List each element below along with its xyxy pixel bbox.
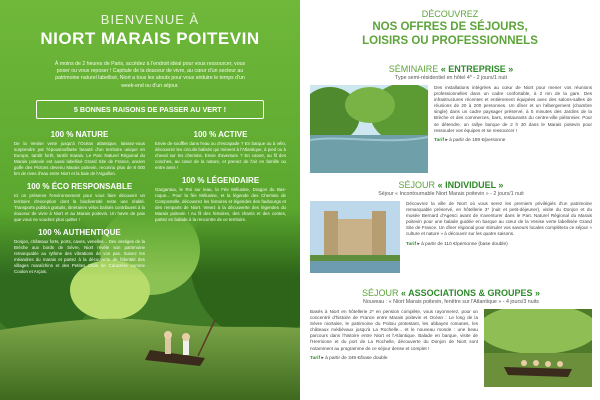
offer-type: SÉMINAIRE bbox=[388, 64, 439, 74]
offer-associations-groupes bbox=[310, 288, 592, 387]
offer-body bbox=[310, 309, 592, 387]
offer-body bbox=[310, 201, 592, 273]
reason-text: Ici on préserve l'environnement pour vous faire découvrir un territoire d'exception dont la biodiversité reste une réalité. Transports publics gratuits, itinéraires vélos balisés contribuent à la douceur de vivre à Niort et au Marais poitevin. Un havre de paix que vous ne voudrez plus quitter ! bbox=[14, 192, 145, 222]
offer-title bbox=[310, 64, 592, 74]
offer-text-block bbox=[434, 85, 592, 173]
reason-title: 100 % LÉGENDAIRE bbox=[181, 175, 260, 185]
offer-type: SÉJOUR bbox=[398, 180, 436, 190]
offer-price bbox=[310, 356, 478, 361]
price-arrow-icon: ▸ bbox=[417, 241, 420, 247]
welcome-heading: BIENVENUE À bbox=[100, 12, 200, 27]
price-value: à partir de 110 €/personne (base double) bbox=[421, 241, 508, 247]
offer-name: « ENTREPRISE » bbox=[440, 64, 514, 74]
offer-title bbox=[310, 180, 592, 190]
seminar-river-photo bbox=[310, 85, 428, 173]
offer-type: SÉJOUR bbox=[361, 288, 399, 298]
price-value: à partir de 189 €/personne bbox=[449, 137, 506, 143]
reason-text: De la Venise verte jusqu'à l'Océan atlantique, laissez-vous surprendre par l'époustouflante beauté d'un territoire unique en Europe, tantôt forêt, tantôt marais. Le Parc Naturel Régional du Marais poitevin est aussi labellisé Grand Site de France, ancien golfe des Pictons devenu Marais poitevin, reconnu plus de 8 000 km de rives d'eau entre Niort et la baie de l'Aiguillon. bbox=[14, 140, 145, 176]
offer-subtitle: Nouveau : « Niort Marais poitevin, fenêtre sur l'Atlantique » - 4 jours/3 nuits bbox=[363, 299, 539, 305]
left-content bbox=[0, 0, 300, 275]
right-page bbox=[300, 0, 600, 400]
price-label: Tarif bbox=[310, 355, 321, 361]
offers-title-line1: NOS OFFRES DE SÉJOURS, bbox=[372, 21, 528, 33]
price-arrow-icon: ▸ bbox=[445, 137, 448, 143]
reason-title: 100 % AUTHENTIQUE bbox=[38, 227, 121, 237]
discover-kicker: DÉCOUVREZ bbox=[421, 9, 479, 19]
brand-title: NIORT MARAIS POITEVIN bbox=[40, 29, 260, 48]
offer-body bbox=[310, 85, 592, 173]
reasons-banner: 5 BONNES RAISONS DE PASSER AU VERT ! bbox=[36, 100, 264, 119]
reason-title: 100 % ACTIVE bbox=[193, 129, 248, 139]
price-label: Tarif bbox=[406, 241, 417, 247]
offers-title-line2: LOISIRS OU PROFESSIONNELS bbox=[362, 35, 538, 47]
offer-description: Des installations intégrées au cœur de Niort pour mener vos réunions professionnelles dans un cadre confortable, à 2 mn de la gare. Des infrastructures récentes et entièrement équipées avec des salons-salles de réunions de 20 à 200 personnes. Un dîner et un hébergement (chambre single) dans un cadre paysager préservé, à 5 minutes des Jardins de la Brèche et des commerces, bars, restaurants du centre-ville piétonnier. Pour se détendre, un rallye barque de 2 h 30 dans le Marais poitevin pour ressouder vos équipes et se ressourcer ! bbox=[434, 85, 592, 133]
donjon-photo bbox=[310, 201, 400, 273]
offer-description: Découvrez la ville de Niort où vous serez les premiers privilégiés d'un patrimoine remarquable préservé, en hôtellerie 3* (nuit et petit-déjeuner), visite du Donjon et du musée Bernard d'Agesci avant de s'aventurer dans le Parc Naturel Régional du Marais poitevin pour une balade guidée en barque au cœur de la Venise verte labellisée Grand Site de France. Un dîner régional pour stimuler vos saveurs locales complétera ce séjour « culture et nature » à découvrir sur les quatre saisons. bbox=[406, 201, 592, 237]
reason-text: Envie de souffler dans l'eau ou d'escapade ? En barque ou à vélo, découvrez les circuits balisés qui mènent à l'Atlantique, à pied ou à cheval sur les chemins. Envie d'aventure ? En canoë, au fil des conches, au cœur de la nature, et prenez de l'air en famille ou entre amis ! bbox=[155, 140, 286, 170]
offer-title bbox=[310, 288, 592, 298]
reasons-columns bbox=[14, 125, 286, 275]
reason-title: 100 % ÉCO RESPONSABLE bbox=[26, 181, 133, 191]
offer-text-block bbox=[310, 309, 478, 387]
intro-paragraph: À moins de 2 heures de Paris, accédez à l'endroit idéal pour vous ressourcer, vous poser ou vous reposer ! Capitale de la douceur de vivre, au cœur d'un secteur au patrimoine naturel labellisé, Niort a tous les atouts pour vous séduire le temps d'un week-end ou d'un séjour. bbox=[54, 61, 246, 89]
reason-text: Donjon, châteaux forts, ports, caves, venelles... Des vestiges de la Brèche aux bords de Sèvre, Niort révèle son patrimoine remarquable au rythme des vibrations de vos pas. Suivez les méandres du marais et partez à la découverte de l'identité des villages maraîchins et des Petites Cités de Caractère comme Coulon et Arçais. bbox=[14, 238, 145, 274]
offer-text-block bbox=[406, 201, 592, 273]
offer-name: « INDIVIDUEL » bbox=[437, 180, 504, 190]
price-label: Tarif bbox=[434, 137, 445, 143]
reason-title: 100 % NATURE bbox=[50, 129, 109, 139]
group-barque-photo bbox=[484, 309, 592, 387]
offer-price bbox=[434, 138, 592, 143]
offer-description: Basés à Niort en hôtellerie 2* en pension complète, vous rayonnerez, pour un concentré d'histoire de France entre Marais poitevin et Océan : Le long de la Sèvre niortaise, le patrimoine du Poitou protestant, les abbayes romanes, les châteaux médiévaux jusqu'à La Rochelle... et le nouveau monde : une beau parcours dans l'histoire entre Niort et l'Atlantique. Balade en barque, visite de l'Hermione et du port de La Rochelle, découverte du Donjon de Niort sont notamment au programme de ce séjour dense et complet ! bbox=[310, 309, 478, 351]
offer-subtitle: Séjour « Incontournable Niort Marais poitevin » - 2 jours/1 nuit bbox=[378, 191, 524, 197]
offer-seminaire bbox=[310, 64, 592, 173]
offer-individuel bbox=[310, 180, 592, 273]
price-arrow-icon: ▸ bbox=[321, 355, 324, 361]
reason-text: Gargantua, le Roi sur leau, la Fée Mélusine, Dragon du Bas-roque... Pour la fée Mélusine, et la légende des Chemins de Compostelle, découvrez les histoires et légendes des faubourgs et des remparts de Niort. Venez à la découverte des légendes du Marais poitevin ! Au fil des histoires, des chants et des contes, partez en balade à la rencontre de ce territoire. bbox=[155, 186, 286, 222]
offer-subtitle: Type semi-résidentiel en hôtel 4* - 2 jours/1 nuit bbox=[395, 75, 507, 81]
offers-title bbox=[300, 20, 600, 48]
offer-price bbox=[406, 242, 592, 247]
reasons-column-right bbox=[155, 125, 286, 275]
price-value: à partir de 349 €/base double bbox=[325, 355, 388, 361]
reasons-column-left bbox=[14, 125, 145, 275]
offer-name: « ASSOCIATIONS & GROUPES » bbox=[401, 288, 541, 298]
